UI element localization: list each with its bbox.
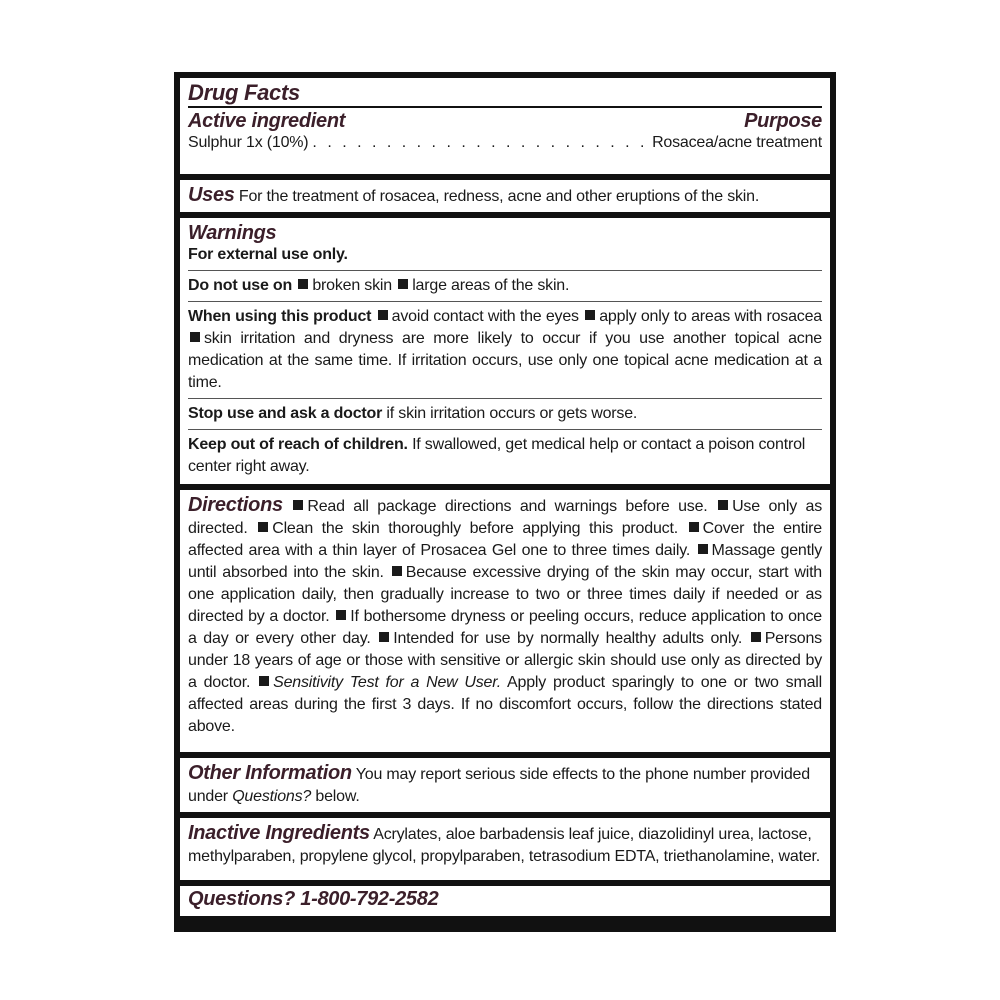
- do-not-use-item: broken skin: [312, 277, 392, 294]
- bullet-square-icon: [258, 522, 268, 532]
- bullet-square-icon: [392, 566, 402, 576]
- drug-facts-section: [180, 78, 830, 174]
- other-information-heading: Other Information: [188, 762, 352, 784]
- direction-item: Persons under 18 years of age or those with sensitive or allergic skin should use only as directed by a doctor.: [188, 630, 822, 691]
- drug-facts-label: [174, 72, 836, 932]
- stop-use-block: [188, 398, 822, 425]
- stop-use-text: if skin irritation occurs or gets worse.: [386, 405, 638, 422]
- when-using-label: When using this product: [188, 308, 372, 325]
- bullet-square-icon: [718, 500, 728, 510]
- active-ingredient-name: Sulphur 1x (10%): [188, 134, 309, 151]
- direction-item: Cover the entire affected area with a thin layer of Prosacea Gel one to three times daily.: [188, 520, 823, 559]
- bullet-square-icon: [379, 632, 389, 642]
- active-ingredient-row: [188, 132, 822, 154]
- inactive-ingredients-heading: Inactive Ingredients: [188, 822, 370, 844]
- bullet-square-icon: [698, 544, 708, 554]
- bullet-square-icon: [259, 676, 269, 686]
- bullet-square-icon: [378, 310, 388, 320]
- bullet-square-icon: [336, 610, 346, 620]
- when-using-block: [188, 301, 822, 394]
- uses-text: For the treatment of rosacea, redness, acne and other eruptions of the skin.: [238, 188, 760, 205]
- when-using-item: apply only to areas with rosacea: [599, 308, 822, 325]
- bullet-square-icon: [190, 332, 200, 342]
- questions-reference: Questions?: [232, 788, 312, 805]
- other-information-text-end: below.: [315, 788, 360, 805]
- other-information-section: [180, 758, 830, 812]
- stop-use-label: Stop use and ask a doctor: [188, 405, 383, 422]
- when-using-item: skin irritation and dryness are more likely to occur if you use another topical acne medication at the same time. If irritation occurs, use only one topical acne medication at a time.: [188, 330, 822, 391]
- active-ingredient-purpose: Rosacea/acne treatment: [652, 134, 822, 151]
- direction-item: Read all package directions and warnings before use.: [307, 498, 708, 515]
- bullet-square-icon: [293, 500, 303, 510]
- directions-section: [180, 490, 830, 752]
- direction-item: Intended for use by normally healthy adults only.: [393, 630, 743, 647]
- do-not-use-label: Do not use on: [188, 277, 293, 294]
- inactive-ingredients-section: [180, 818, 830, 880]
- direction-item: If bothersome dryness or peeling occurs, reduce application to once a day or every other day.: [188, 608, 823, 647]
- warnings-section: [180, 218, 830, 484]
- do-not-use-block: [188, 270, 822, 297]
- other-information-text: You may report serious side effects to the phone number provided under: [188, 766, 810, 805]
- direction-item: Because excessive drying of the skin may occur, start with one application daily, then gradually increase to two or three times daily if needed or as directed by a doctor.: [188, 564, 823, 625]
- drug-facts-title: Drug Facts: [188, 80, 300, 105]
- questions-section: [180, 886, 830, 916]
- direction-item: Clean the skin thoroughly before applying this product.: [272, 520, 678, 537]
- direction-item: Massage gently until absorbed into the skin.: [188, 542, 822, 581]
- inactive-ingredients-text: Acrylates, aloe barbadensis leaf juice, diazolidinyl urea, lactose, methylparaben, propylene glycol, propylparaben, tetrasodium EDTA, triethanolamine, water.: [188, 826, 821, 865]
- bullet-square-icon: [689, 522, 699, 532]
- when-using-item: avoid contact with the eyes: [391, 308, 579, 325]
- bullet-square-icon: [585, 310, 595, 320]
- keep-out-label: Keep out of reach of children.: [188, 436, 408, 453]
- purpose-heading: Purpose: [744, 110, 822, 132]
- warnings-heading: Warnings: [188, 222, 277, 244]
- keep-out-block: [188, 429, 822, 478]
- uses-heading: Uses: [188, 184, 235, 206]
- keep-out-text: If swallowed, get medical help or contact a poison control center right away.: [188, 436, 806, 475]
- leader-dots: [312, 132, 648, 154]
- uses-section: [180, 180, 830, 212]
- questions-phone: Questions? 1-800-792-2582: [188, 888, 439, 910]
- direction-item: Use only as directed.: [188, 498, 823, 537]
- active-ingredient-header-row: [188, 110, 822, 132]
- external-use-text: For external use only.: [188, 246, 348, 263]
- bullet-square-icon: [298, 279, 308, 289]
- do-not-use-item: large areas of the skin.: [412, 277, 570, 294]
- bullet-square-icon: [398, 279, 408, 289]
- sensitivity-test-text: Apply product sparingly to one or two small affected areas during the first 3 days. If no discomfort occurs, follow the directions stated above.: [188, 674, 822, 735]
- sensitivity-test-label: Sensitivity Test for a New User.: [273, 674, 502, 691]
- active-ingredient-heading: Active ingredient: [188, 110, 346, 132]
- directions-heading: Directions: [188, 494, 283, 516]
- bullet-square-icon: [751, 632, 761, 642]
- active-ingredient-block: [188, 106, 822, 154]
